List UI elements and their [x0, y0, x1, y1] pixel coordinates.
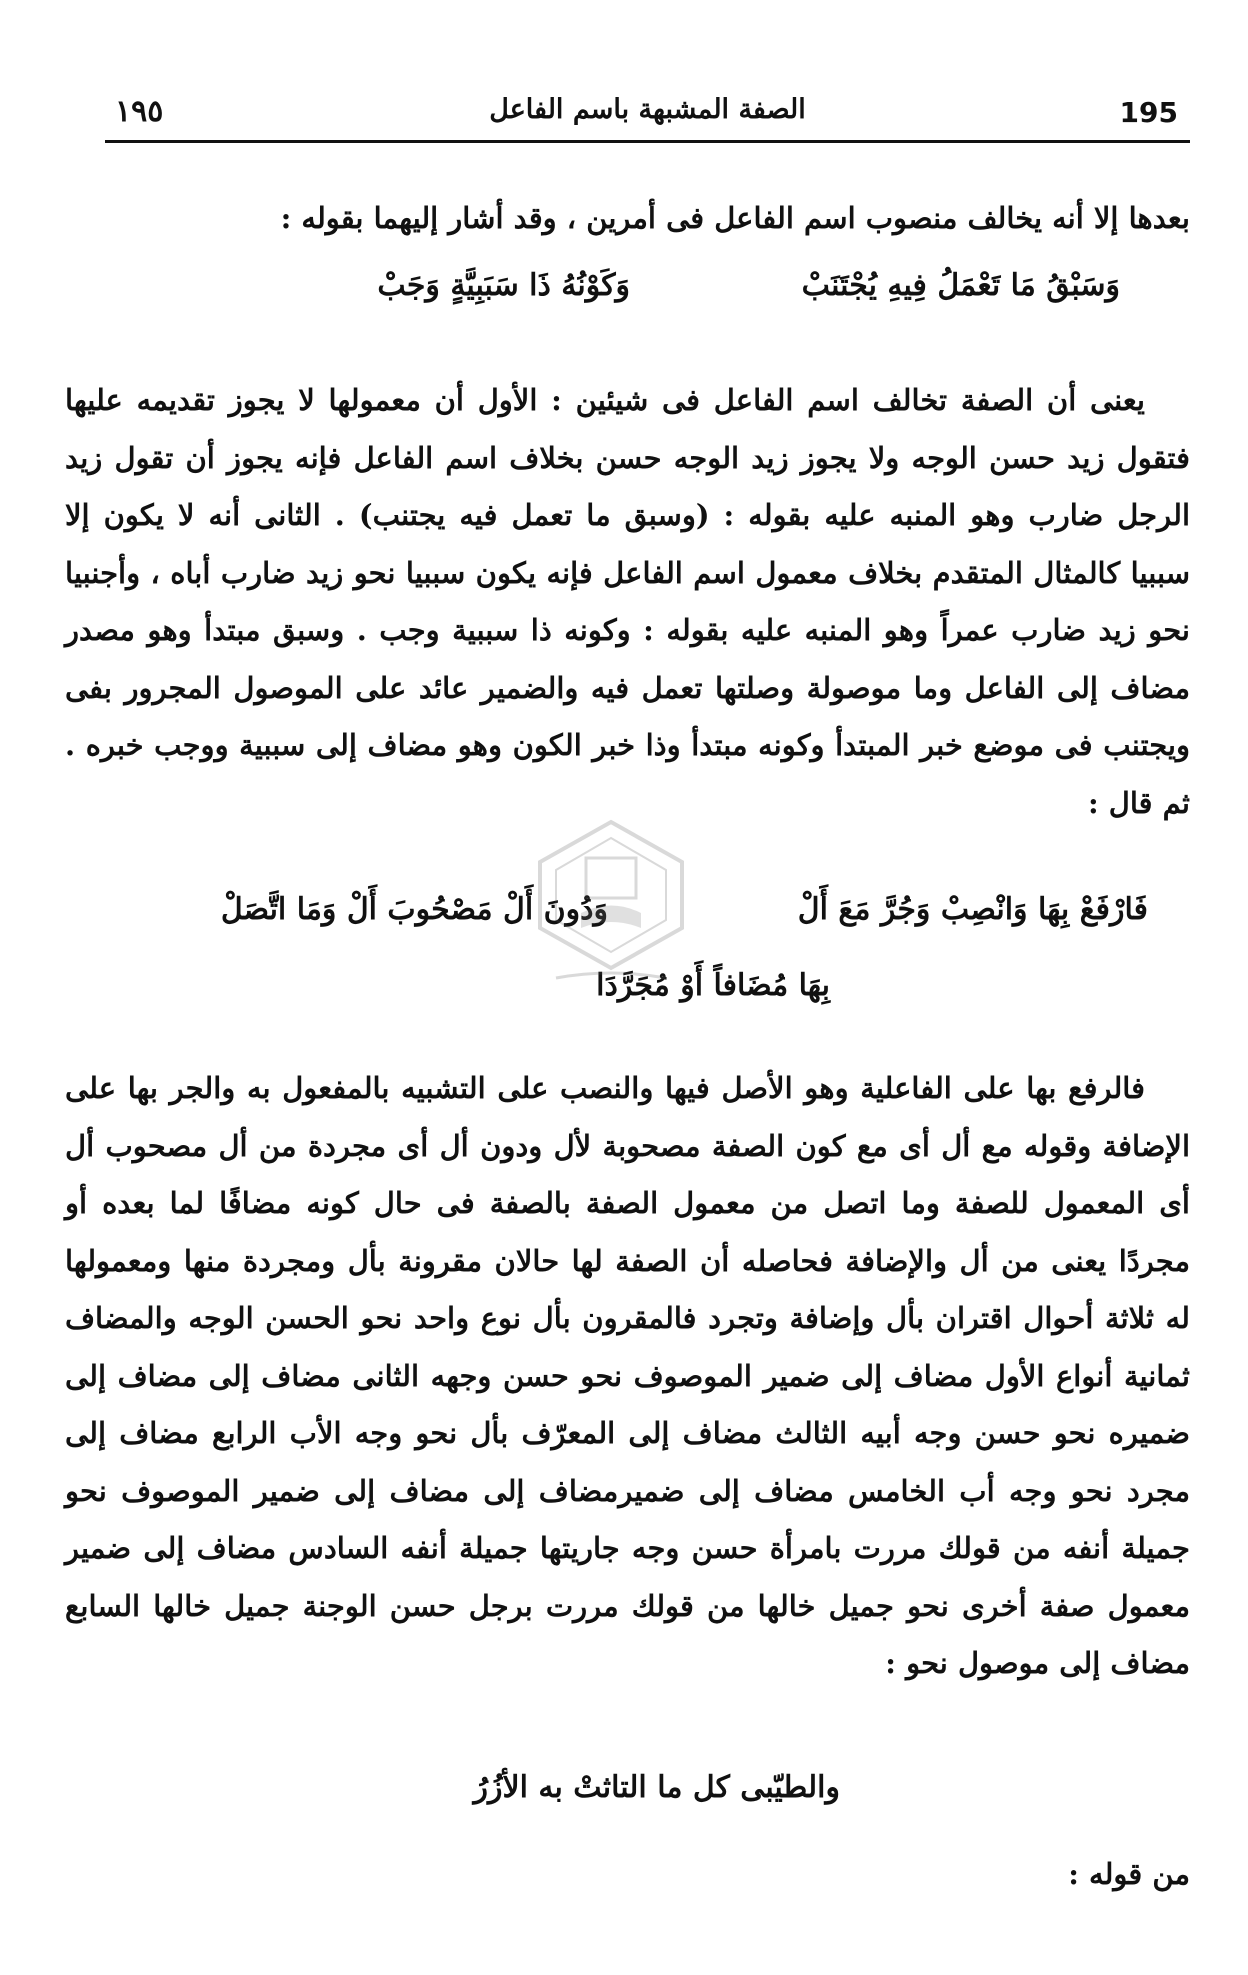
intro-line: بعدها إلا أنه يخالف منصوب اسم الفاعل فى أمرين ، وقد أشار إليهما بقوله :	[280, 201, 1190, 235]
paragraph-2	[65, 1060, 1190, 1693]
watermark-seal	[536, 818, 686, 998]
closing-line: من قوله :	[1068, 1857, 1190, 1891]
verse2-third-line: بِهَا مُضَافاً أَوْ مُجَرَّدَا	[596, 968, 830, 1003]
verse3: والطيّبى كل ما التاثتْ به الأزُرُ	[473, 1770, 840, 1805]
verse2-second-hemistich: وَدُونَ أَلْ مَصْحُوبَ أَلْ وَمَا اتَّصَلْ	[220, 892, 608, 927]
paragraph-1	[65, 372, 1190, 832]
page-number-latin: 195	[1119, 96, 1178, 129]
verse1-first-hemistich: وَسَبْقُ مَا تَعْمَلُ فِيهِ يُجْتَنَبْ	[801, 268, 1120, 303]
paragraph-1-text: يعنى أن الصفة تخالف اسم الفاعل فى شيئين : الأول أن معمولها لا يجوز تقديمه عليها فتقول زيد حسن الوجه ولا يجوز زيد الوجه حسن بخلاف اسم الفاعل فإنه يجوز أن تقول زيد الرجل ضارب وهو المنبه عليه بقوله : (وسبق ما تعمل فيه يجتنب) . الثانى أنه لا يكون إلا سببيا كالمثال المتقدم بخلاف معمول اسم الفاعل فإنه يكون سببيا نحو زيد ضارب أباه ، وأجنبيا نحو زيد ضارب عمراً وهو المنبه عليه بقوله : وكونه ذا سببية وجب . وسبق مبتدأ وهو مصدر مضاف إلى الفاعل وما موصولة وصلتها تعمل فيه والضمير عائد على الموصول المجرور بفى ويجتنب فى موضع خبر المبتدأ وكونه مبتدأ وذا خبر الكون وهو مضاف إلى سببية ووجب خبره . ثم قال :	[65, 383, 1191, 820]
verse2-first-hemistich: فَارْفَعْ بِهَا وَانْصِبْ وَجُرَّ مَعَ أَلْ	[797, 892, 1148, 927]
closing-text	[65, 1846, 1190, 1904]
running-title: الصفة المشبهة باسم الفاعل	[489, 94, 806, 125]
intro-text	[65, 190, 1190, 248]
page-number-arabic: ١٩٥	[115, 94, 164, 129]
verse1-second-hemistich: وَكَوْنُهُ ذَا سَبَبِيَّةٍ وَجَبْ	[377, 268, 630, 303]
paragraph-2-text: فالرفع بها على الفاعلية وهو الأصل فيها والنصب على التشبيه بالمفعول به والجر بها على الإضافة وقوله مع أل أى مع كون الصفة مصحوبة لأل ودون أل أى مجردة من أل مصحوب أل أى المعمول للصفة وما اتصل من معمول الصفة بالصفة فى حال كونه مضافًا لما بعده أو مجردًا يعنى من أل والإضافة فحاصله أن الصفة لها حالان مقرونة بأل ومجردة منها ومعمولها له ثلاثة أحوال اقتران بأل وإضافة وتجرد فالمقرون بأل نوع واحد نحو الحسن الوجه والمضاف ثمانية أنواع الأول مضاف إلى ضمير الموصوف نحو حسن وجهه الثانى مضاف إلى مضاف إلى ضميره نحو حسن وجه أبيه الثالث مضاف إلى المعرّف بأل نحو وجه الأب الرابع مضاف إلى مجرد نحو وجه أب الخامس مضاف إلى ضميرمضاف إلى مضاف إلى ضمير الموصوف نحو جميلة أنفه من قولك مررت بامرأة حسن وجه جاريتها جميلة أنفه السادس مضاف إلى ضمير معمول صفة أخرى نحو جميل خالها من قولك مررت برجل حسن الوجنة جميل خالها السابع مضاف إلى موصول نحو :	[65, 1071, 1190, 1680]
page-header	[105, 92, 1190, 143]
